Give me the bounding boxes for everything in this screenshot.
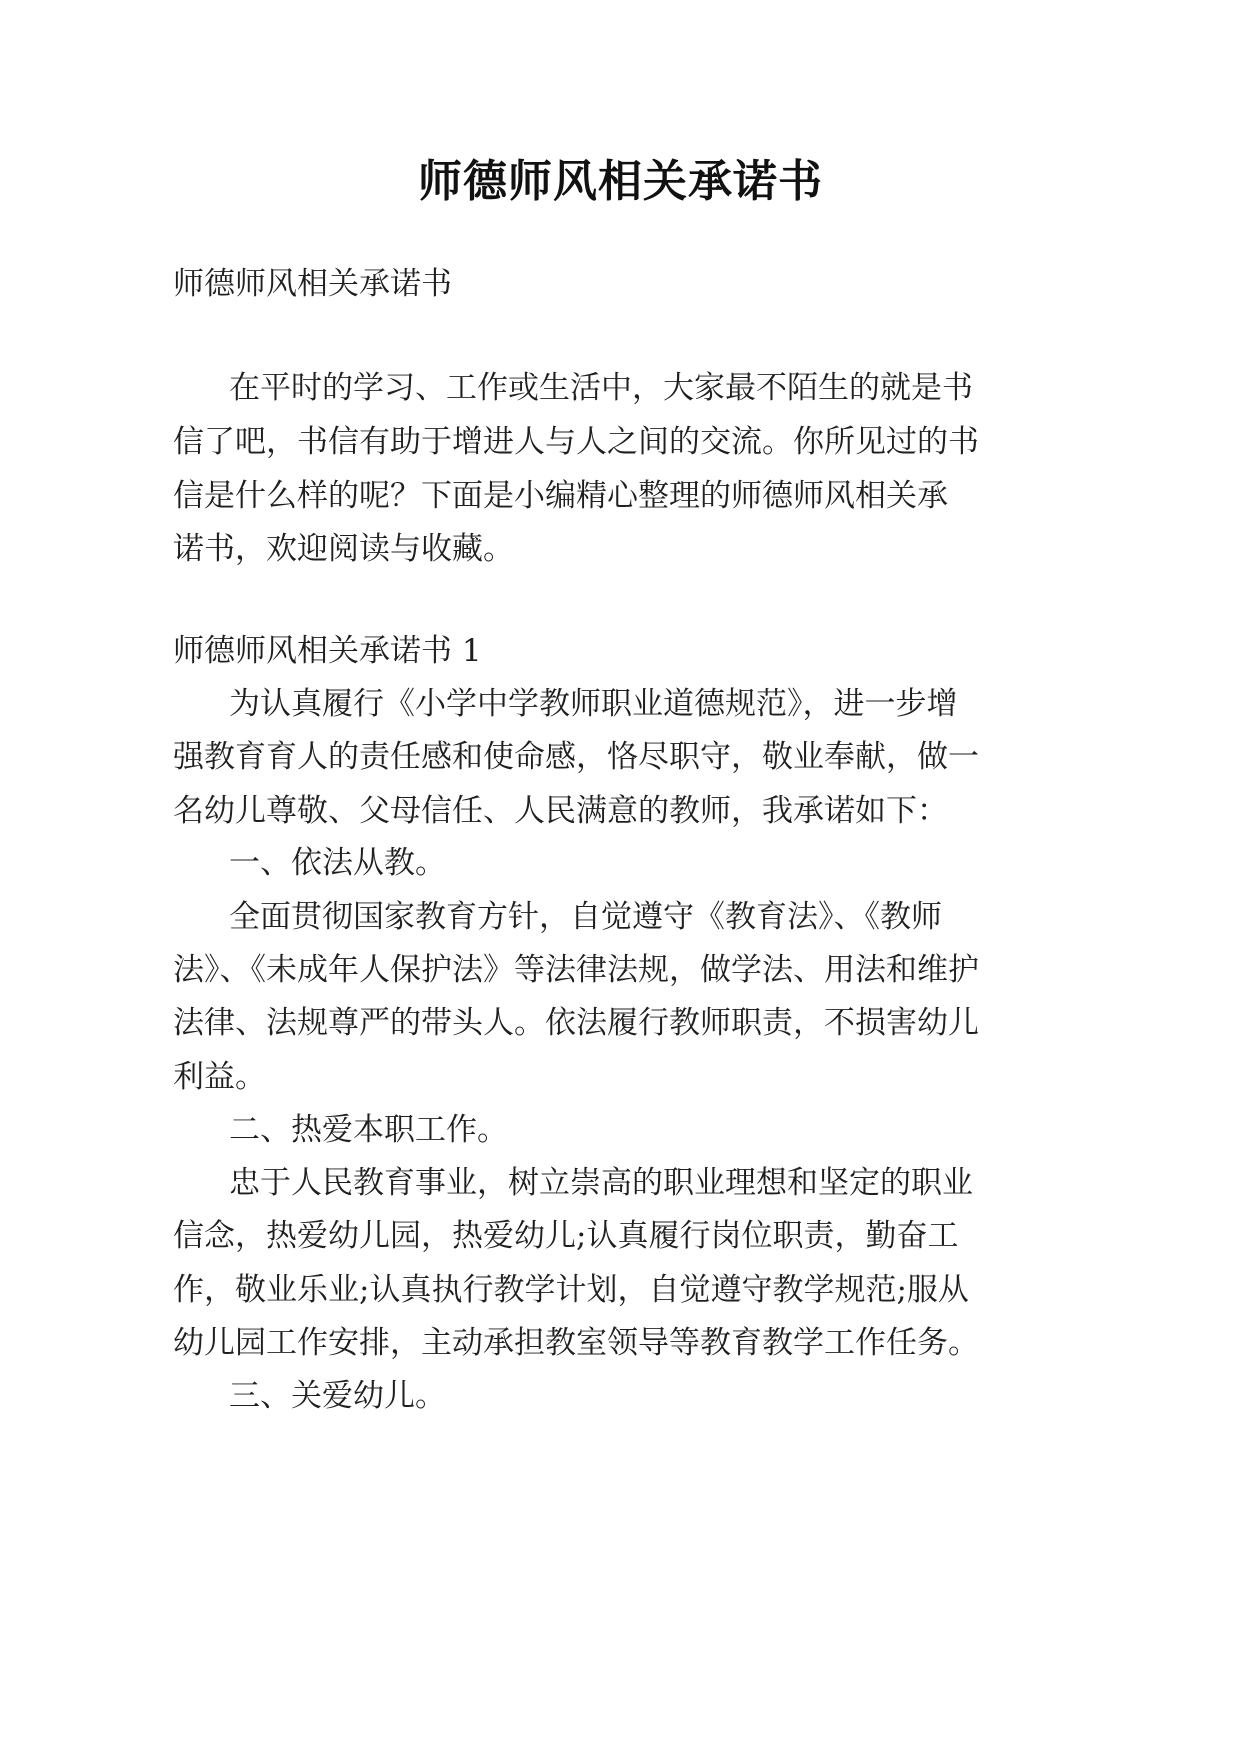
- intro-line: 信了吧，书信有助于增进人与人之间的交流。你所见过的书: [173, 424, 979, 460]
- section-heading: 师德师风相关承诺书 1: [173, 633, 482, 669]
- section-intro-line: 为认真履行《小学中学教师职业道德规范》，进一步增: [229, 686, 958, 722]
- intro-line: 信是什么样的呢？下面是小编精心整理的师德师风相关承: [173, 478, 948, 514]
- item-body-line: 法》、《未成年人保护法》等法律法规，做学法、用法和维护: [173, 952, 979, 988]
- item-body-line: 作，敬业乐业;认真执行教学计划，自觉遵守教学规范;服从: [173, 1272, 969, 1308]
- item-body-line: 幼儿园工作安排，主动承担教室领导等教育教学工作任务。: [173, 1325, 979, 1361]
- item-body-line: 全面贯彻国家教育方针，自觉遵守《教育法》、《教师: [229, 899, 942, 935]
- intro-line: 在平时的学习、工作或生活中，大家最不陌生的就是书: [229, 370, 973, 406]
- item-body-line: 法律、法规尊严的带头人。依法履行教师职责，不损害幼儿: [173, 1005, 979, 1041]
- document-title: 师德师风相关承诺书: [418, 156, 823, 207]
- intro-line: 诺书，欢迎阅读与收藏。: [173, 531, 514, 567]
- section-intro-line: 名幼儿尊敬、父母信任、人民满意的教师，我承诺如下：: [173, 793, 948, 829]
- item-heading: 二、热爱本职工作。: [229, 1112, 508, 1148]
- item-body-line: 信念，热爱幼儿园，热爱幼儿;认真履行岗位职责，勤奋工: [173, 1218, 959, 1254]
- document-subtitle: 师德师风相关承诺书: [173, 266, 452, 302]
- item-heading: 三、关爱幼儿。: [229, 1378, 446, 1414]
- item-body-line: 利益。: [173, 1059, 266, 1095]
- section-intro-line: 强教育育人的责任感和使命感，恪尽职守，敬业奉献，做一: [173, 739, 979, 775]
- item-body-line: 忠于人民教育事业，树立崇高的职业理想和坚定的职业: [229, 1165, 973, 1201]
- item-heading: 一、依法从教。: [229, 845, 446, 881]
